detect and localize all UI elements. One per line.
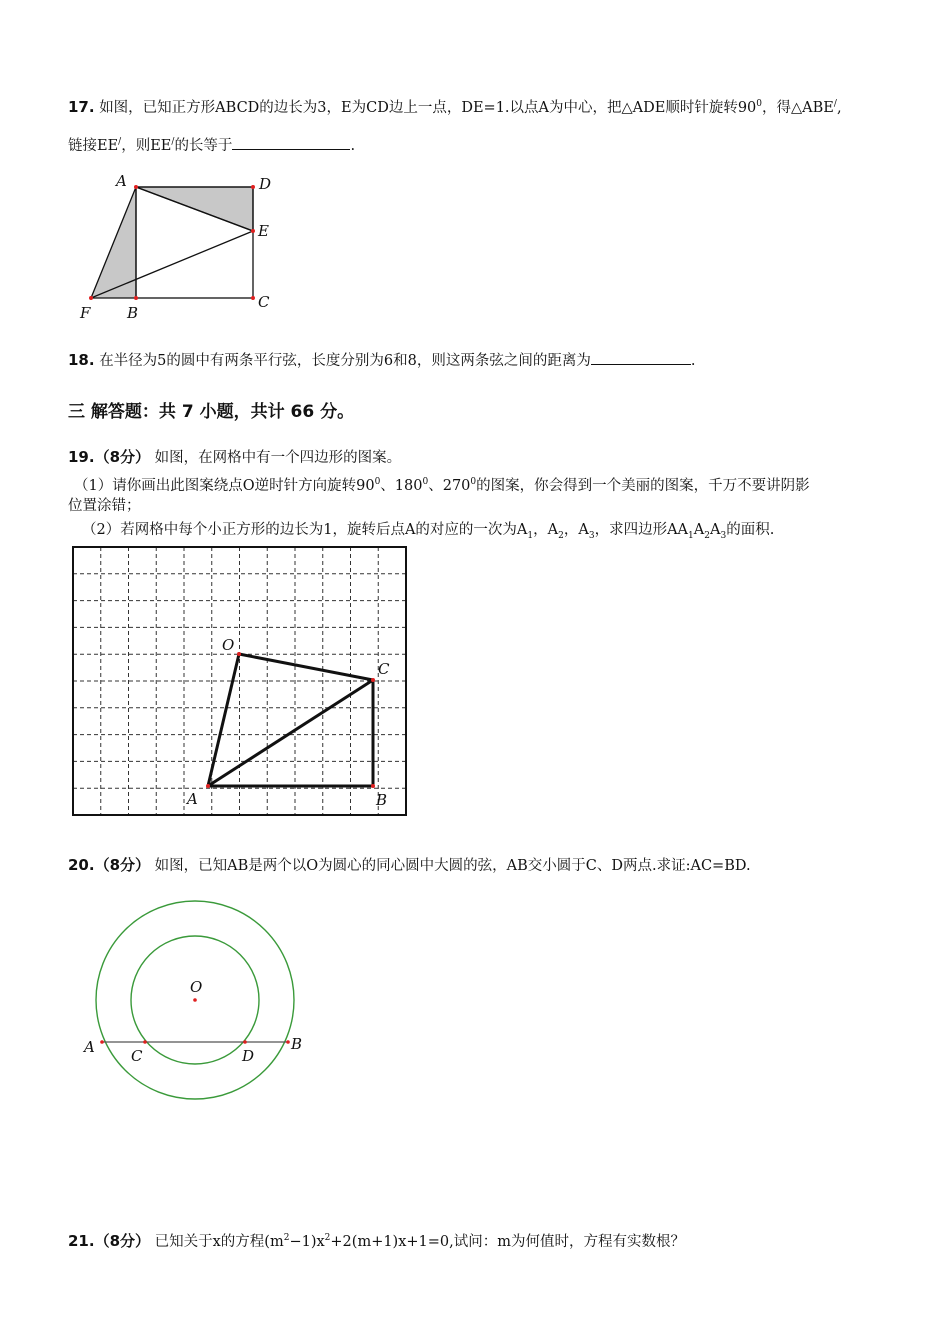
q19-p1-s1: 0 [374,477,381,487]
q20-point-d [243,1040,247,1044]
q17-sup-a: 0 [756,99,763,109]
q19-part1-line2: 位置涂错； [68,498,141,514]
q19-point-b [371,784,375,788]
q21-text-c: +2(m+1)x+1=0,试问：m为何值时，方程有实数根？ [330,1233,686,1250]
q21-number: 21. [68,1231,95,1250]
q19-label-b: B [376,791,388,809]
q17-text-a: 如图，已知正方形ABCD的边长为3，E为CD边上一点，DE=1.以点A为中心，把△ADE顺时针旋转90 [99,99,757,116]
q19-part1-line1 [74,472,810,496]
q18-line [68,350,695,371]
q19-grid [73,547,406,815]
q17-point-e [251,229,255,233]
q19-p2-a: （2）若网格中每个小正方形的边长为1，旋转后点A的对应的一次为A [82,522,528,538]
q20-line [68,855,751,876]
q19-p2-g: 的面积. [726,522,775,538]
q19-p2-s5: 2 [704,530,710,541]
q19-p2-s4: 1 [688,530,694,541]
q18-answer-blank[interactable] [591,350,691,365]
q18-text: 在半径为5的圆中有两条平行弦，长度分别为6和8，则这两条弦之间的距离为 [99,353,591,369]
q19-p2-s6: 3 [720,530,727,541]
q19-p2-b: ，A [533,522,559,538]
q21-sup2: 2 [324,1233,331,1243]
q18-number: 18. [68,351,95,369]
q17-line2-sup2: / [171,137,175,147]
q17-line2-sup1: / [118,137,122,147]
q21-text-a: 已知关于x的方程(m [154,1233,284,1250]
q17-label-f: F [80,304,91,322]
q19-line1 [68,447,401,468]
section-3-title: 三 解答题：共 7 小题，共计 66 分。 [68,402,355,422]
q17-line2-a: 链接EE [68,137,119,154]
q17-point-a [134,185,138,189]
q19-p2-f: A [709,522,721,538]
q18-end: . [690,353,696,369]
q17-point-f [89,296,93,300]
q17-point-b [134,296,138,300]
q19-label-o: O [222,636,235,654]
q20-label-c: C [131,1047,143,1065]
q21-text-b: −1)x [289,1233,325,1250]
q19-p1-c: 、270 [428,477,471,494]
q17-line2-c: 的长等于 [174,137,233,154]
q17-text-c: , [836,99,842,116]
q20-point-o [193,998,197,1002]
q19-p1-s3: 0 [470,477,477,487]
q20-score: （8分） [94,856,151,874]
q19-p2-s1: 1 [527,530,534,541]
q19-text: 如图，在网格中有一个四边形的图案。 [154,450,402,466]
q19-point-o [237,652,241,656]
q17-number: 17. [68,97,95,116]
q19-p1-d: 的图案，你会得到一个美丽的图案，千万不要讲阴影 [476,477,810,494]
q17-label-a: A [116,172,127,190]
q19-p2-c: ，A [563,522,589,538]
q19-p2-e: A [693,522,705,538]
q17-label-b: B [127,304,139,322]
q19-p2-d: ，求四边形AA [594,522,689,538]
q17-text-b: ，得△ABE [762,99,834,116]
q19-diagonal-ac [208,680,373,786]
q19-quadrilateral [208,654,373,786]
q19-label-c: C [378,660,390,678]
q19-figure [73,547,406,815]
q20-text: 如图，已知AB是两个以O为圆心的同心圆中大圆的弦，AB交小圆于C、D两点.求证:AC=BD. [154,858,751,874]
q17-label-e: E [258,222,269,240]
q17-point-c [251,296,255,300]
q17-label-d: D [259,175,272,193]
q17-line2-end: . [350,137,356,154]
q20-number: 20. [68,856,95,874]
q17-label-c: C [258,293,270,311]
q19-point-a [206,784,210,788]
q19-point-c [371,678,375,682]
q21-sup1: 2 [283,1233,290,1243]
q21-line [68,1228,685,1252]
q21-score: （8分） [94,1231,151,1250]
q20-label-d: D [242,1047,255,1065]
q20-point-a [100,1040,104,1044]
q19-number: 19. [68,448,95,466]
q19-p1-b: 、180 [380,477,423,494]
q17-figure [79,172,271,322]
q20-label-o: O [190,978,203,996]
q20-point-c [143,1040,147,1044]
q20-label-a: A [84,1038,95,1056]
q20-point-b [286,1040,290,1044]
q19-part2-line [82,520,774,546]
q20-label-b: B [291,1035,303,1053]
q19-p1-s2: 0 [422,477,429,487]
q17-sup-b: / [833,99,837,109]
q17-shaded-triangle-abf [91,187,136,298]
q19-p2-s3: 3 [588,530,595,541]
q19-label-a: A [187,790,198,808]
q19-p2-s2: 2 [558,530,564,541]
q19-score: （8分） [94,448,151,466]
q19-p1-a: （1）请你画出此图案绕点O逆时针方向旋转90 [74,477,375,494]
q20-figure [82,901,302,1099]
q17-point-d [251,185,255,189]
q17-line2-b: ，则EE [121,137,172,154]
